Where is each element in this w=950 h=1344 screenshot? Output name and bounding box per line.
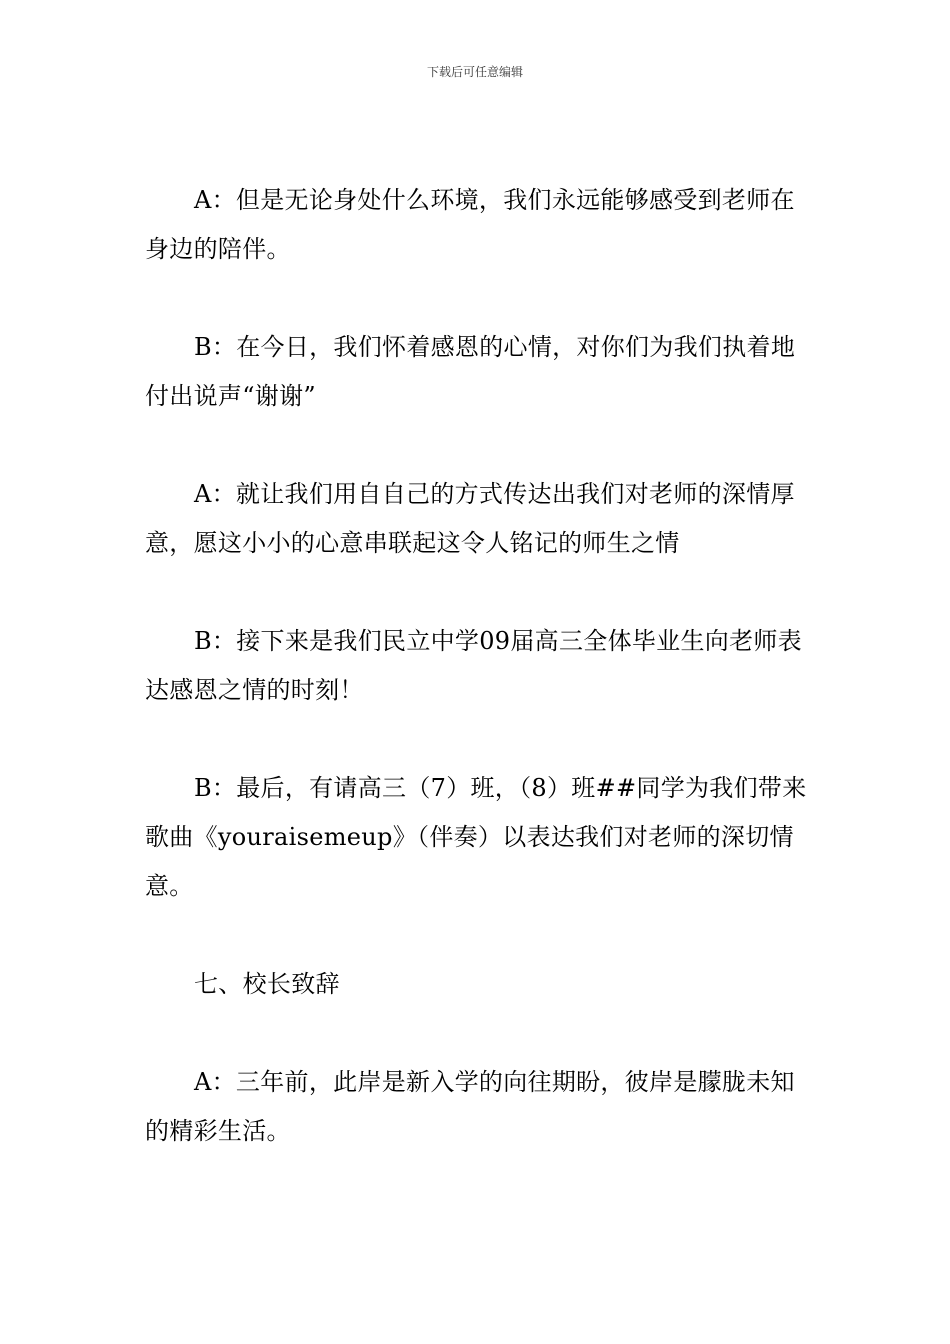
section-heading: 七、校长致辞 bbox=[194, 970, 340, 998]
paragraph-1: A：但是无论身处什么环境，我们永远能够感受到老师在身边的陪伴。 bbox=[145, 186, 795, 263]
paragraph-5: B：最后，有请高三（7）班，（8）班##同学为我们带来歌曲《youraisemeup》（伴奏）以表达我们对老师的深切情意。 bbox=[145, 774, 807, 900]
paragraph-2: B：在今日，我们怀着感恩的心情，对你们为我们执着地付出说声“谢谢” bbox=[145, 333, 796, 410]
paragraph-3: A：就让我们用自自己的方式传达出我们对老师的深情厚意，愿这小小的心意串联起这令人铭记的师生之情 bbox=[145, 480, 795, 557]
page-header: 下载后可任意编辑 bbox=[426, 65, 523, 79]
paragraph-7: A：三年前，此岸是新入学的向往期盼，彼岸是朦胧未知的精彩生活。 bbox=[145, 1068, 795, 1145]
document-body bbox=[145, 176, 807, 1205]
paragraph-4: B：接下来是我们民立中学09届高三全体毕业生向老师表达感恩之情的时刻！ bbox=[145, 627, 802, 704]
